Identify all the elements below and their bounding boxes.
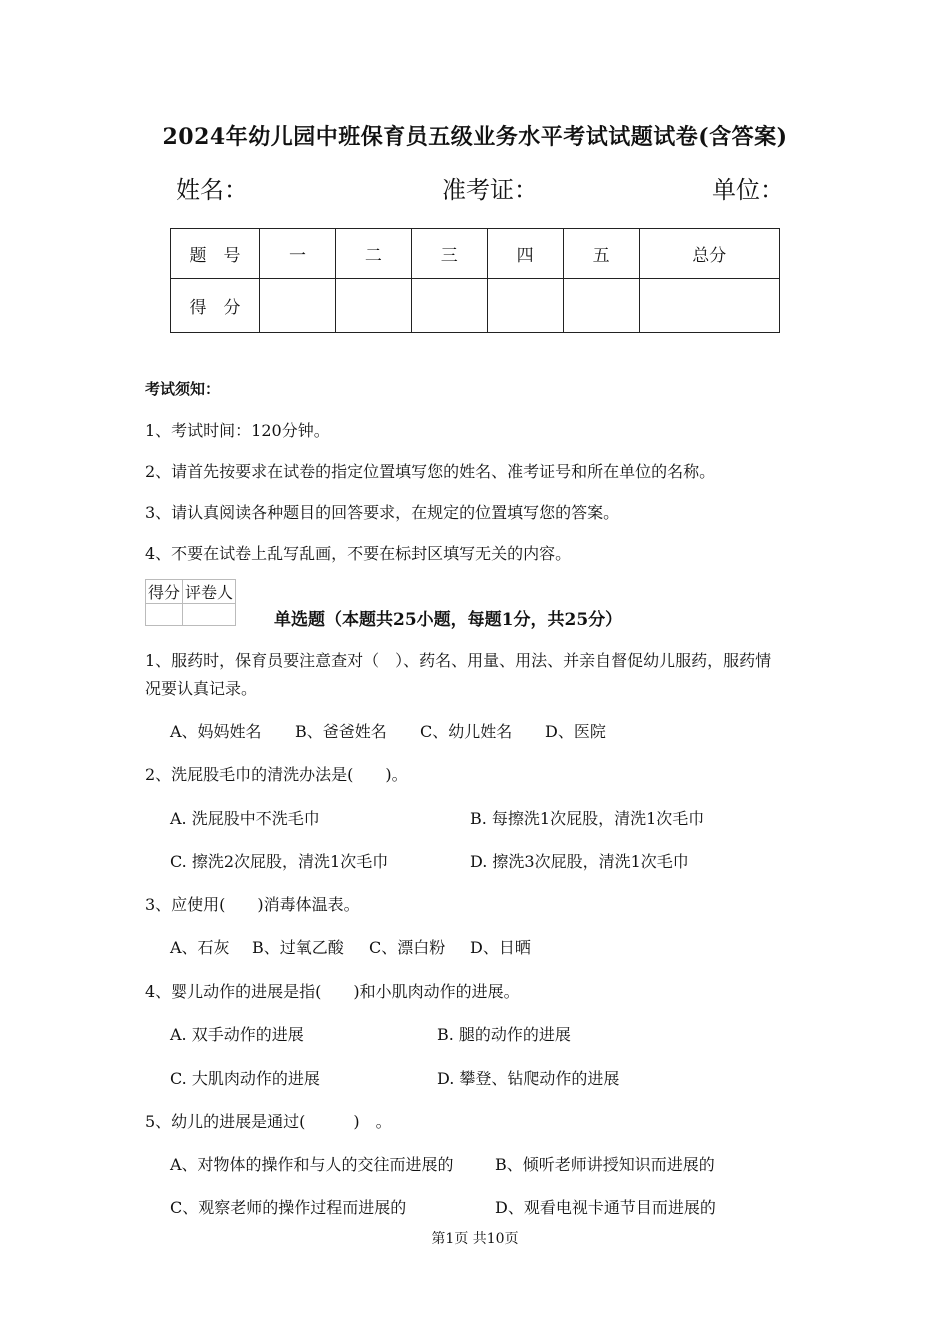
grader-reviewer-label: 评卷人 — [183, 580, 236, 604]
question-2-option-a[interactable]: A. 洗屁股中不洗毛巾 — [170, 809, 320, 828]
notice-item: 1、考试时间：120分钟。 — [145, 421, 330, 440]
question-1-option-c[interactable]: C、幼儿姓名 — [420, 722, 513, 741]
score-cell-5[interactable] — [563, 279, 639, 333]
notice-item: 3、请认真阅读各种题目的回答要求，在规定的位置填写您的答案。 — [145, 503, 620, 522]
question-1-option-a[interactable]: A、妈妈姓名 — [170, 722, 262, 741]
score-cell-total[interactable] — [639, 279, 779, 333]
question-4-option-c[interactable]: C. 大肌肉动作的进展 — [170, 1069, 320, 1088]
question-4-option-d[interactable]: D. 攀登、钻爬动作的进展 — [437, 1069, 620, 1088]
score-table-header-label: 题 号 — [171, 229, 260, 279]
grader-box — [145, 579, 236, 626]
question-3-stem: 3、应使用( )消毒体温表。 — [145, 895, 360, 914]
question-1-option-d[interactable]: D、医院 — [545, 722, 606, 741]
score-cell-2[interactable] — [335, 279, 411, 333]
question-4-option-b[interactable]: B. 腿的动作的进展 — [437, 1025, 571, 1044]
score-table-col-3: 三 — [411, 229, 487, 279]
question-5-stem: 5、幼儿的进展是通过( ) 。 — [145, 1112, 392, 1131]
question-2-option-d[interactable]: D. 擦洗3次屁股，清洗1次毛巾 — [470, 852, 689, 871]
section-title: 单选题（本题共25小题，每题1分，共25分） — [274, 610, 623, 630]
grader-score-label: 得分 — [146, 580, 183, 604]
score-table-col-4: 四 — [487, 229, 563, 279]
grader-score-cell[interactable] — [146, 604, 183, 626]
notice-item: 2、请首先按要求在试卷的指定位置填写您的姓名、准考证号和所在单位的名称。 — [145, 462, 716, 481]
score-cell-3[interactable] — [411, 279, 487, 333]
page-footer: 第1页 共10页 — [431, 1231, 519, 1247]
score-cell-1[interactable] — [260, 279, 336, 333]
unit-field-label: 单位： — [712, 176, 784, 204]
grader-reviewer-cell[interactable] — [183, 604, 236, 626]
page-title: 2024年幼儿园中班保育员五级业务水平考试试题试卷(含答案) — [162, 124, 788, 150]
notice-title: 考试须知： — [145, 380, 221, 398]
score-table-col-total: 总分 — [639, 229, 779, 279]
score-table-header-row — [171, 229, 780, 279]
question-1-stem: 1、服药时，保育员要注意查对（ ）、药名、用量、用法、并亲自督促幼儿服药，服药情 — [145, 651, 772, 670]
exam-number-field-label: 准考证： — [442, 176, 538, 204]
question-1-stem-cont: 况要认真记录。 — [145, 679, 258, 698]
question-3-option-d[interactable]: D、日晒 — [470, 938, 531, 957]
question-4-stem: 4、婴儿动作的进展是指( )和小肌肉动作的进展。 — [145, 982, 520, 1001]
question-3-option-a[interactable]: A、石灰 — [170, 938, 230, 957]
score-table — [170, 228, 780, 333]
question-5-option-d[interactable]: D、观看电视卡通节目而进展的 — [495, 1198, 716, 1217]
notice-item: 4、不要在试卷上乱写乱画，不要在标封区填写无关的内容。 — [145, 544, 572, 563]
name-field-label: 姓名： — [176, 176, 248, 204]
question-3-option-c[interactable]: C、漂白粉 — [369, 938, 446, 957]
question-2-option-b[interactable]: B. 每擦洗1次屁股，清洗1次毛巾 — [470, 809, 705, 828]
score-table-col-1: 一 — [260, 229, 336, 279]
question-4-option-a[interactable]: A. 双手动作的进展 — [170, 1025, 304, 1044]
score-cell-4[interactable] — [487, 279, 563, 333]
question-5-option-c[interactable]: C、观察老师的操作过程而进展的 — [170, 1198, 407, 1217]
question-2-stem: 2、洗屁股毛巾的清洗办法是( )。 — [145, 765, 408, 784]
question-5-option-a[interactable]: A、对物体的操作和与人的交往而进展的 — [170, 1155, 454, 1174]
score-table-col-2: 二 — [335, 229, 411, 279]
score-table-score-row — [171, 279, 780, 333]
question-1-option-b[interactable]: B、爸爸姓名 — [295, 722, 387, 741]
question-5-option-b[interactable]: B、倾听老师讲授知识而进展的 — [495, 1155, 715, 1174]
question-3-option-b[interactable]: B、过氧乙酸 — [252, 938, 344, 957]
question-2-option-c[interactable]: C. 擦洗2次屁股，清洗1次毛巾 — [170, 852, 389, 871]
score-table-score-label: 得 分 — [171, 279, 260, 333]
score-table-col-5: 五 — [563, 229, 639, 279]
